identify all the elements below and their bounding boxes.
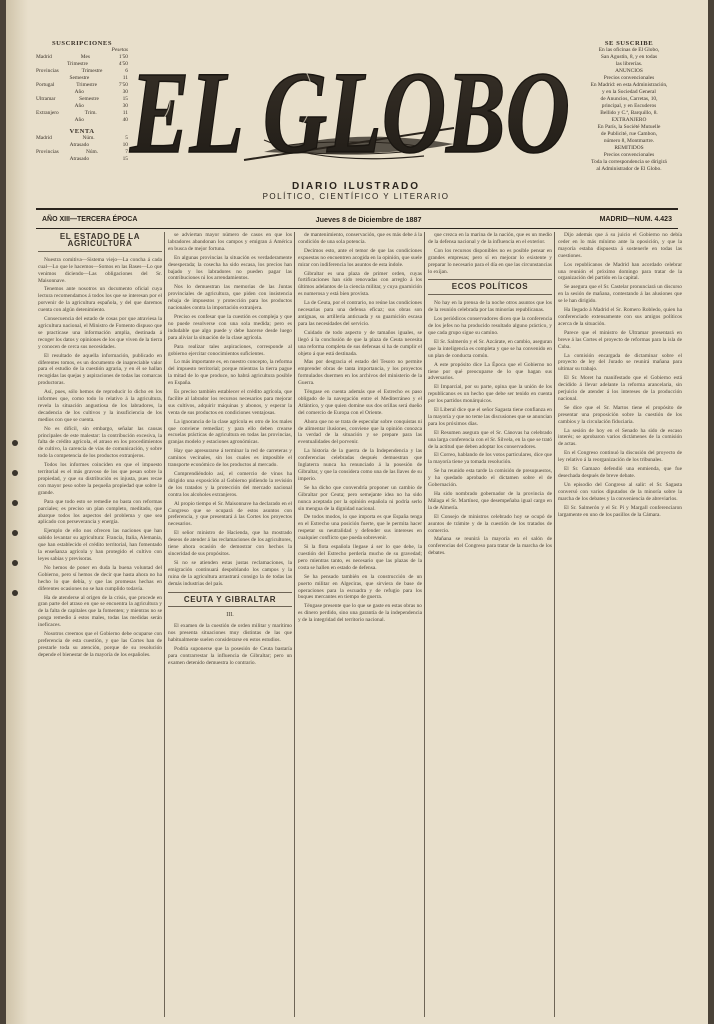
article-paragraph: Ha de atenderse al origen de la crisis, que procede en gran parte del atraso en que se encuentra la agricultura y de la falta de capitales que la fomenten; y mientras no se ponga remedio á estos males, todas las medidas serán ineficaces. [38, 594, 162, 629]
article-headline-ceuta: CEUTA Y GIBRALTAR [168, 597, 292, 608]
article-paragraph: Si la flota española llegase á ser lo que debe, la cuestión del Estrecho perdería mucho de su gravedad; pero mientras tanto, es necesario que las plazas de la costa se hallen en estado de defensa. [298, 544, 422, 571]
subscription-row [36, 96, 128, 103]
subscription-price: 11 [122, 110, 128, 116]
dateline-year: AÑO XIII—TERCERA ÉPOCA [42, 215, 138, 223]
article-paragraph: No hay en la prensa de la noche otros asuntos que los de la reunión celebrada por las minorías republicanas. [428, 300, 552, 314]
column-4-body [428, 232, 552, 275]
article-paragraph: La historia de la guerra de la Independencia y las conferencias celebradas después demuestran que Inglaterra nunca ha renunciado á la posesión de Gibraltar, y que la considera como una de las llaves de su imperio. [298, 448, 422, 482]
column-5 [558, 232, 682, 1017]
article-section-number: III. [226, 612, 234, 619]
column-3 [298, 232, 422, 1017]
subscription-term: Año [74, 117, 84, 123]
article-paragraph: El Sr. Gamazo defendió una enmienda, que fue desechada después de breve debate. [558, 466, 682, 479]
article-paragraph: Para que todo esto se remedie no basta con reformas parciales; es preciso un plan completo, meditado, que abarque todos los aspectos del problema y que sea aplicado con perseverancia y energía. [38, 498, 162, 526]
masthead-subtitle: DIARIO ILUSTRADO [291, 181, 421, 192]
article-paragraph: Los republicanos de Madrid han acordado celebrar una reunión el próximo domingo para tratar de la organización del partido en la capital. [558, 261, 682, 282]
subscription-term: Trimestre [76, 82, 97, 88]
column-rule [424, 232, 425, 1017]
sale-rows [36, 135, 128, 163]
column-2-body-ceuta [168, 623, 292, 666]
sale-row [36, 135, 128, 142]
subscription-term: Trimestre [67, 61, 88, 67]
masthead-tagline: POLÍTICO, CIENTÍFICO Y LITERARIO [262, 192, 450, 201]
article-paragraph: Parece que el ministro de Ultramar presentará en breve á las Cortes el proyecto de reformas para la isla de Cuba. [558, 329, 682, 350]
subscription-price: 1'50 [118, 54, 128, 60]
column-4 [428, 232, 552, 1017]
article-paragraph: El Liberal dice que el señor Sagasta tiene confianza en la mayoría y que no teme las discusiones que se anuncian para los próximos días. [428, 407, 552, 427]
article-paragraph: que crezca en la marina de la nación, que es un medio de la defensa nacional y de la influencia en el exterior. [428, 232, 552, 245]
column-2-body [168, 232, 292, 588]
right-box-line: ANUNCIOS [615, 68, 643, 74]
article-paragraph: Ejemplo de ello nos ofrecen las naciones que han sabido levantar su agricultura: Francia, Italia, Alemania, que han establecido el crédito territorial, han fomentado la enseñanza agrícola y han protegido el cultivo con leyes sabias y previsoras. [38, 528, 162, 562]
right-box-line: y en la Sociedad General [602, 89, 656, 95]
right-box-line: Precios convencionales [603, 152, 655, 158]
article-paragraph: Ha sido nombrado gobernador de la provincia de Málaga el Sr. Martínez, que desempeñaba igual cargo en la de Almería. [428, 491, 552, 511]
subscription-price: 6 [125, 68, 128, 74]
right-box-lines [581, 47, 677, 173]
subscription-price: 15 [122, 96, 128, 102]
subscription-place: Portugal [36, 82, 55, 88]
sale-term: Núm. [82, 135, 95, 141]
right-box-line: al Administrador de El Globo. [596, 166, 662, 172]
article-paragraph: Al propio tiempo el Sr. Maisonnave ha declarado en el Congreso que se ocupará de estos asuntos con preferencia, y que presentará á las Cortes los proyectos necesarios. [168, 500, 292, 528]
article-paragraph: Mañana se reunirá la mayoría en el salón de conferencias del Congreso para tratar de la marcha de los debates. [428, 536, 552, 557]
subscription-price: 11 [122, 75, 128, 81]
article-paragraph: se adviertan mayor número de casos en que los labradores abandonan los campos y emigran á América en busca de mejor fortuna. [168, 232, 292, 252]
right-box-line: En las oficinas de El Globo, [598, 47, 660, 53]
subscriptions-box [36, 40, 128, 163]
article-paragraph: Se ha dicho que convendría proponer un cambio de Gibraltar por Ceuta; pero semejante idea no ha sido nunca aceptada por la opinión española ni podría serlo sin mengua de la dignidad nacional. [298, 484, 422, 512]
article-paragraph: En algunas provincias la situación es verdaderamente desesperada; la cosecha ha sido escasa, los precios han bajado y los labradores no pueden pagar las contribuciones ni los arrendamientos. [168, 254, 292, 282]
sale-price: 15 [122, 156, 128, 162]
subscription-term: Trimestre [81, 68, 103, 74]
right-box-line: número 8, Montmartre. [603, 138, 655, 144]
right-box-line: Precios convencionales [603, 75, 655, 81]
subscriptions-title: SUSCRIPCIONES [52, 40, 112, 47]
sale-term: Atrasado [69, 142, 90, 148]
article-paragraph: Ahora que no se trata de especular sobre conquistas ni de alimentar ilusiones, conviene que la opinión conozca la verdad de la situación y se prepare para las eventualidades del porvenir. [298, 418, 422, 446]
article-paragraph: Consecuencia del estado de cosas por que atraviesa la agricultura nacional, el Ministro de Fomento dispuso que se practicase una información amplia, destinada á recoger los datos y opiniones de los que viven de la tierra y conocen de cerca sus necesidades. [38, 316, 162, 350]
right-box-title: SE SUSCRIBE [604, 40, 654, 47]
article-paragraph: Comprendiéndolo así, el comercio de vinos ha dirigido una exposición al Gobierno pidiendo la revisión de los tratados y la protección del mercado nacional contra los alcoholes extranjeros. [168, 471, 292, 498]
right-box-line: principal, y en Escuderos [601, 103, 657, 109]
dateline-number: MADRID—NUM. 4.423 [599, 215, 672, 223]
dateline-bar [36, 208, 678, 229]
article-paragraph: El Imparcial, por su parte, opina que la unión de los republicanos es un hecho que debe ser tenido en cuenta por los partidos monárquicos. [428, 384, 552, 405]
article-paragraph: Si no se atienden estas justas reclamaciones, la emigración continuará despoblando los campos y la ruina de la agricultura arrastrará consigo la de todas las demás industrias del país. [168, 559, 292, 587]
subscription-term: Trim. [84, 110, 97, 116]
article-paragraph: La sesión de hoy en el Senado ha sido de escaso interés; se aprobaron varios dictámenes de la comisión de actas. [558, 427, 682, 448]
masthead-subtitle-block [206, 181, 506, 201]
article-paragraph: El resultado de aquella información, publicado en diferentes tomos, es un documento de inapreciable valor para el estudio de la cuestión agraria, y en él se hallan recogidas las quejas y aspiraciones de todas las comarcas productoras. [38, 352, 162, 387]
article-paragraph: De todos modos, lo que importa es que España tenga en el Estrecho una posición fuerte, que le permita hacer respetar su neutralidad y defender sus intereses en cualquier conflicto que pueda sobrevenir. [298, 514, 422, 542]
article-paragraph: Mas por desgracia el estado del Tesoro no permite emprender obras de tanta importancia, y los proyectos formulados duermen en los archivos del ministerio de la Guerra. [298, 359, 422, 387]
newspaper-page [6, 0, 708, 1024]
article-headline-agriculture: EL ESTADO DE LA AGRICULTURA [38, 234, 162, 252]
article-paragraph: No es difícil, sin embargo, señalar las causas principales de este malestar: la contribución excesiva, la falta de crédito agrícola, el atraso en los procedimientos de cultivo, la carencia de vías de comunicación, y sobre todo la competencia de los productos extranjeros. [38, 425, 162, 460]
section-divider [168, 592, 292, 593]
column-5-body [558, 232, 682, 518]
article-paragraph: Nuestra comitiva—Sistema viejo—La concha á cada cual—Lo que le hacemos—Somos en las Bases—Lo que venimos diciendo—Las obligaciones del Sr. Maisonnave. [38, 256, 162, 284]
article-paragraph: El Resumen asegura que el Sr. Cánovas ha celebrado una larga conferencia con el Sr. Silvela, en la que se trató de la actitud que deben adoptar los conservadores. [428, 429, 552, 450]
right-info-box [581, 40, 677, 173]
sale-price: 10 [122, 142, 128, 148]
article-paragraph: Lo más importante es, en nuestro concepto, la reforma del impuesto territorial; porque mientras la tierra pague la mitad de lo que produce, no habrá agricultura posible en España. [168, 359, 292, 387]
article-paragraph: Se ha reunido esta tarde la comisión de presupuestos, y ha quedado aprobado el dictamen sobre el de Gobernación. [428, 468, 552, 489]
subscription-term: Año [74, 103, 84, 109]
sale-price: 5 [125, 135, 128, 141]
column-1-body [38, 257, 162, 659]
article-paragraph: Con los recursos disponibles no es posible pensar en grandes empresas; pero sí en mejorar lo existente y preparar lo necesario para el día en que las circunstancias lo exijan. [428, 247, 552, 275]
article-paragraph: Tenemos ante nosotros un documento oficial cuya lectura recomendamos á todos los que se interesan por el porvenir de la agricultura española, y del que daremos cuenta con algún detenimiento. [38, 286, 162, 314]
globe-logo-image [124, 48, 576, 180]
sale-title: VENTA [69, 128, 95, 135]
subscription-price: 30 [122, 103, 128, 109]
article-paragraph: Los periódicos conservadores dicen que la conferencia de los jefes no ha producido resultado alguno práctico, y que cada grupo sigue su camino. [428, 316, 552, 336]
subscription-row [36, 82, 128, 89]
masthead-logo [124, 48, 576, 180]
article-paragraph: Podría suponerse que la posesión de Ceuta bastaría para contrarrestar la influencia de Gibraltar; pero un examen detenido demuestra lo contrario. [168, 646, 292, 666]
subscription-term: Semestre [69, 75, 90, 81]
article-paragraph: A este propósito dice La Época que el Gobierno no tiene por qué preocuparse de lo que hagan sus adversarios. [428, 361, 552, 382]
sale-price: 7 [125, 149, 128, 155]
article-paragraph: Un episodio del Congreso al salir: el Sr. Sagasta conversó con varios diputados de la minoría sobre la marcha de los debates y la conveniencia de abreviarlos. [558, 481, 682, 502]
subscription-price: 4'50 [118, 61, 128, 67]
subscription-term: Mes [80, 54, 91, 60]
column-rule [164, 232, 165, 1017]
article-paragraph: El examen de la cuestión de orden militar y marítimo nos presenta situaciones muy distintas de las que habitualmente suelen considerarse en estos estudios. [168, 623, 292, 644]
right-box-line: En París, la Société Mutuelle [597, 124, 661, 130]
subscription-place: Extranjero [36, 110, 59, 116]
subscription-row [36, 54, 128, 61]
column-4-body-ecos [428, 300, 552, 557]
right-box-line: Bellido y C.ª, Barquillo, 8. [600, 110, 658, 116]
subscription-row [36, 75, 128, 82]
article-paragraph: Téngase en cuenta además que el Estrecho es paso obligado de la navegación entre el Mediterráneo y el Atlántico, y que quien domine sus dos orillas será dueño del comercio de Europa con el Oriente. [298, 389, 422, 416]
sale-term: Núm. [85, 149, 99, 155]
article-paragraph: Es preciso también establecer el crédito agrícola, que facilite al labrador los recursos necesarios para mejorar sus cultivos, adquirir máquinas y abonos, y esperar la venta de sus productos en condiciones ventajosas. [168, 389, 292, 416]
subscription-row [36, 61, 128, 68]
article-paragraph: Se asegura que el Sr. Castelar pronunciará un discurso en la sesión de mañana, contestando á las alusiones que se le han dirigido. [558, 284, 682, 305]
right-box-line: En Madrid: en esta Administración, [590, 82, 668, 88]
article-paragraph: El Sr. Moret ha manifestado que el Gobierno está decidido á llevar adelante la reforma arancelaria, sin perjuicio de atender á los intereses de la producción nacional. [558, 375, 682, 402]
article-paragraph: Así, pues, sólo hemos de reproducir lo dicho en los informes que, como todo lo relativo á la agricultura, revela la situación angustiosa de los labradores, la decadencia de los cultivos y la insuficiencia de los medios con que se cuenta. [38, 389, 162, 423]
sale-place: Provincias [36, 149, 59, 155]
dateline-date: Jueves 8 de Diciembre de 1887 [315, 214, 422, 224]
article-paragraph: El Sr. Salmerón y el Sr. Pí y Margall conferenciaron largamente en uno de los pasillos de la Cámara. [558, 504, 682, 518]
article-paragraph: Todos los informes coinciden en que el impuesto territorial es el más gravoso de los que pesan sobre la propiedad, y que su distribución es injusta, pues recae con mayor peso sobre la pequeña propiedad que sobre la grande. [38, 462, 162, 496]
subscription-row [36, 110, 128, 117]
sale-row [36, 156, 128, 163]
article-paragraph: Para realizar tales aspiraciones, corresponde al gobierno ejercitar conocimientos suficientes. [168, 343, 292, 357]
subscription-place: Madrid [36, 54, 52, 60]
subscriptions-currency: Pesetas [111, 47, 128, 53]
sale-row [36, 142, 128, 149]
right-box-line: EXTRANJERO [611, 117, 647, 123]
article-paragraph: de mantenimiento, conservación, que es más debe á la condición de una sola potencia. [298, 232, 422, 245]
article-paragraph: Gibraltar es una plaza de primer orden, cuyas fortificaciones han sido renovadas con arreglo á los últimos adelantos de la ciencia militar, y cuya guarnición es numerosa y está bien provista. [298, 270, 422, 298]
article-paragraph: La comisión encargada de dictaminar sobre el proyecto de ley del Jurado se reunirá mañana para ultimar su trabajo. [558, 352, 682, 373]
article-paragraph: La de Ceuta, por el contrario, no reúne las condiciones necesarias para una defensa eficaz; sus obras son antiguas, su artillería anticuada y su guarnición escasa para las necesidades del servicio. [298, 300, 422, 327]
subscription-place: Provincias [36, 68, 59, 74]
article-paragraph: Téngase presente que lo que se gaste en estas obras no es dinero perdido, sino una garantía de la independencia y de la integridad del territorio nacional. [298, 603, 422, 624]
column-3-body [298, 232, 422, 624]
subscription-place: Ultramar [36, 96, 56, 102]
article-paragraph: Hay que apresurarse á terminar la red de carreteras y caminos vecinales, sin los cuales es imposible el transporte económico de los productos al mercado. [168, 448, 292, 469]
right-box-line: las librerías. [615, 61, 643, 67]
subscription-row [36, 68, 128, 75]
subscription-term: Semestre [79, 96, 99, 102]
subscriptions-rows [36, 54, 128, 124]
section-divider [428, 279, 552, 280]
right-box-line: de Anuncios, Carretas, 10, [600, 96, 658, 102]
article-paragraph: El Correo, hablando de los votos particulares, dice que la mayoría tiene ya tomada resolución. [428, 452, 552, 466]
sale-place: Madrid [36, 135, 52, 141]
right-box-line: de Publicité, rue Cambon, [600, 131, 658, 137]
right-box-line: REMITIDOS [614, 145, 644, 151]
subscription-term: Año [74, 89, 84, 95]
subscription-row [36, 103, 128, 110]
article-paragraph: Se dice que el Sr. Martos tiene el propósito de presentar una proposición sobre la cuestión de los cambios y la circulación fiduciaria. [558, 404, 682, 425]
article-paragraph: Cuidado de todo aspecto y de tamaños iguales, se llegó á la conclusión de que la plaza de Ceuta necesita una reforma completa de sus defensas si ha de cumplir el objeto á que está destinada. [298, 329, 422, 357]
column-1 [38, 232, 162, 1017]
article-paragraph: Decimos esto, ante el temor de que las condiciones expuestas no encuentren acogida en la opinión, que suele mirar con indiferencia los asuntos de esta índole. [298, 247, 422, 268]
right-box-line: Toda la correspondencia se dirigirá [591, 159, 667, 165]
article-paragraph: En el Congreso continuó la discusión del proyecto de ley relativo á la reorganización de los tribunales. [558, 450, 682, 464]
subscription-price: 30 [122, 89, 128, 95]
sale-row [36, 149, 128, 156]
article-paragraph: Preciso es confesar que la cuestión es compleja y que no puede resolverse con una sola medida; pero es indudable que algo puede y debe hacerse desde luego para aliviar la situación de la clase agrícola. [168, 313, 292, 341]
article-paragraph: Dijo además que á su juicio el Gobierno no debía ceder en lo más mínimo ante la oposición, y que la mayoría estaba dispuesta á sostenerle en todas las cuestiones. [558, 232, 682, 259]
article-paragraph: No hemos de poner en duda la buena voluntad del Gobierno, pero sí hemos de decir que hasta ahora no ha hecho lo que debía, y que las promesas hechas en diferentes ocasiones no se han cumplido todavía. [38, 564, 162, 592]
sale-term: Atrasado [69, 156, 90, 162]
article-paragraph: Nos lo demuestran las memorias de las Juntas provinciales de agricultura, que piden con insistencia rebaja de impuestos y protección para los productos nacionales contra la importación extranjera. [168, 284, 292, 312]
article-paragraph: El Sr. Salmerón y el Sr. Azcárate, en cambio, aseguran que la inteligencia es completa y que se ha convenido en un plan de conducta común. [428, 338, 552, 359]
column-2 [168, 232, 292, 1017]
column-rule [554, 232, 555, 1017]
subscription-price: 40 [122, 117, 128, 123]
page-fold-shadow [6, 0, 28, 1024]
masthead-title: EL GLOBO [129, 48, 570, 178]
article-paragraph: El señor ministro de Hacienda, que ha mostrado deseos de atender á las reclamaciones de los agricultores, tiene ahora ocasión de demostrar con hechos la sinceridad de sus propósitos. [168, 530, 292, 557]
subscription-price: 7'50 [118, 82, 128, 88]
article-paragraph: Ha llegado á Madrid el Sr. Romero Robledo, quien ha conferenciado extensamente con sus amigos políticos acerca de la situación. [558, 307, 682, 327]
article-paragraph: La ignorancia de la clase agrícola es otro de los males que conviene remediar; y para ello deben crearse escuelas prácticas de agricultura en todas las provincias, granjas modelo y estaciones agronómicas. [168, 418, 292, 446]
article-paragraph: El Consejo de ministros celebrado hoy se ocupó de asuntos de trámite y de la cuestión de los tratados de comercio. [428, 513, 552, 534]
column-rule [294, 232, 295, 1017]
right-box-line: San Agustín, 8, y en todas [600, 54, 658, 60]
subscription-row [36, 117, 128, 124]
subscription-row [36, 89, 128, 96]
article-paragraph: Nosotros creemos que el Gobierno debe ocuparse con preferencia de esta cuestión, y que las Cortes han de prestarle toda su atención, porque de su resolución depende el bienestar de la mayoría de los españoles. [38, 631, 162, 658]
article-headline-ecos: ECOS POLÍTICOS [428, 284, 552, 295]
article-paragraph: Se ha pensado también en la construcción de un puerto militar en Algeciras, que sirviera de base de operaciones para la escuadra y de refugio para los buques mercantes en tiempo de guerra. [298, 573, 422, 601]
